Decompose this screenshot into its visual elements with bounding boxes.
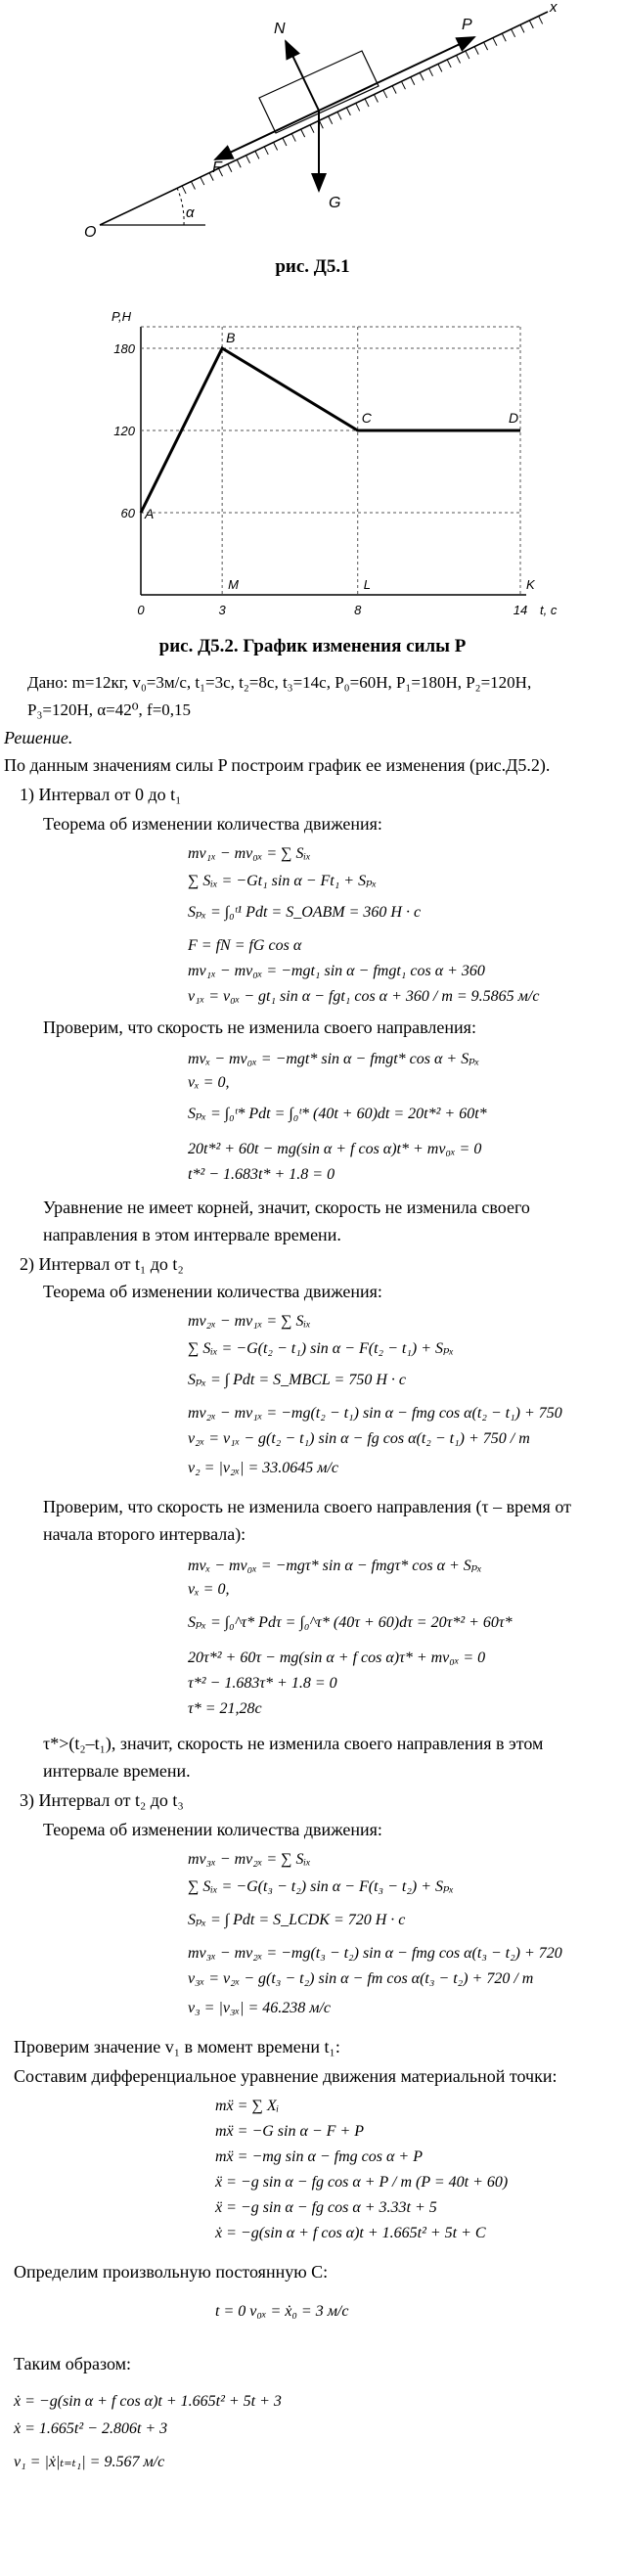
s2-theorem: Теорема об изменении количества движения:: [43, 1282, 382, 1301]
s3-heading: 3) Интервал от t₂ до t₃: [20, 1790, 184, 1810]
s2-eq2-5: τ*² − 1.683τ* + 1.8 = 0: [188, 1675, 337, 1692]
label-P: P: [462, 17, 472, 33]
y-tick-120: 120: [113, 424, 135, 438]
solution-heading: Решение.: [4, 728, 73, 747]
s3-theorem: Теорема об изменении количества движения:: [43, 1820, 382, 1839]
s2-eq2-4: 20τ*² + 60τ − mg(sin α + f cos α)τ* + mv₀ₓ = 0: [188, 1650, 486, 1666]
x-axis-title: t, c: [540, 603, 558, 617]
s3-eq-3: Sₚₓ = ∫ Pdt = S_LCDK = 720 H · c: [188, 1912, 406, 1928]
s3-eq-5: v₃ₓ = v₂ₓ − g(t₃ − t₂) sin α − fm cos α(t₃ − t₂) + 720 / m: [188, 1970, 534, 1987]
diff-eq-3: mẍ = −mg sin α − fmg cos α + P: [215, 2148, 423, 2165]
given-line-1: Дано: m=12кг, v₀=3м/с, t₁=3с, t₂=8с, t₃=14с, P₀=60Н, P₁=180Н, P₂=120Н,: [27, 673, 532, 692]
s2-eq2-1: mvₓ − mv₀ₓ = −mgτ* sin α − fmgτ* cos α + Sₚₓ: [188, 1558, 482, 1574]
s2-check-1: Проверим, что скорость не изменила своего направления (τ – время от: [43, 1497, 571, 1516]
label-F: F: [212, 159, 222, 176]
point-C: C: [361, 410, 372, 426]
s1-eq2-1: mvₓ − mv₀ₓ = −mgt* sin α − fmgt* cos α + Sₚₓ: [188, 1051, 480, 1067]
final-eq-3: v₁ = |ẋ|ₜ₌ₜ₁| = 9.567 м/с: [14, 2454, 165, 2470]
incline-hatching: [182, 16, 543, 194]
s2-eq2-6: τ* = 21,28c: [188, 1700, 262, 1717]
diff-eq-text: Составим дифференциальное уравнение движения материальной точки:: [14, 2066, 558, 2086]
s1-eq2-3: Sₚₓ = ∫₀ᵗ* Pdt = ∫₀ᵗ* (40t + 60)dt = 20t*² + 60t*: [188, 1106, 487, 1122]
figure-incline: [78, 0, 567, 254]
s3-eq-1: mv₃ₓ − mv₂ₓ = ∑ Sᵢₓ: [188, 1851, 311, 1868]
point-B: B: [226, 330, 236, 345]
s1-heading: 1) Интервал от 0 до t₁: [20, 785, 182, 804]
label-N: N: [274, 21, 286, 37]
x-tick-14: 14: [513, 603, 528, 617]
s2-eq-3: Sₚₓ = ∫ Pdt = S_MBCL = 750 H · c: [188, 1372, 406, 1388]
y-axis-title: P,H: [112, 309, 131, 324]
verify-text: Проверим значение v₁ в момент времени t₁:: [14, 2037, 340, 2056]
s2-conclusion-2: интервале времени.: [43, 1761, 191, 1781]
diff-eq-4: ẍ = −g sin α − fg cos α + P / m (P = 40t + 60): [215, 2174, 509, 2191]
s1-eq2-4: 20t*² + 60t − mg(sin α + f cos α)t* + mv₀ₓ = 0: [188, 1141, 482, 1157]
angle-arc: [177, 188, 184, 225]
s1-eq-2: ∑ Sᵢₓ = −Gt₁ sin α − Ft₁ + Sₚₓ: [188, 873, 378, 889]
diff-eq-5: ẍ = −g sin α − fg cos α + 3.33t + 5: [215, 2199, 437, 2216]
s1-eq-3: Sₚₓ = ∫₀ᵗ¹ Pdt = S_OABM = 360 H · c: [188, 904, 422, 921]
force-chart: [108, 301, 558, 634]
point-A: A: [145, 506, 155, 521]
label-G: G: [329, 195, 341, 211]
s1-conclusion-1: Уравнение не имеет корней, значит, скорость не изменила своего: [43, 1198, 530, 1217]
figure-1-caption: рис. Д5.1: [275, 256, 350, 277]
y-tick-180: 180: [113, 341, 135, 356]
s1-eq2-5: t*² − 1.683t* + 1.8 = 0: [188, 1166, 335, 1183]
label-O: O: [84, 224, 97, 241]
incline-line: [100, 12, 548, 225]
foot-K: K: [526, 577, 535, 592]
given-line-2: P₃=120Н, α=42⁰, f=0,15: [27, 700, 192, 719]
final-eq-2: ẋ = 1.665t² − 2.806t + 3: [14, 2420, 168, 2437]
const-text: Определим произвольную постоянную С:: [14, 2262, 329, 2282]
x-tick-8: 8: [354, 603, 362, 617]
s2-check-2: начала второго интервала):: [43, 1524, 246, 1544]
thus-text: Таким образом:: [14, 2354, 132, 2373]
s2-eq-2: ∑ Sᵢₓ = −G(t₂ − t₁) sin α − F(t₂ − t₁) + Sₚₓ: [188, 1340, 454, 1357]
intro-text: По данным значениям силы P построим график ее изменения (рис.Д5.2).: [4, 755, 551, 775]
foot-L: L: [363, 577, 371, 592]
s3-eq-4: mv₃ₓ − mv₂ₓ = −mg(t₃ − t₂) sin α − fmg cos α(t₃ − t₂) + 720: [188, 1945, 562, 1962]
s3-eq-6: v₃ = |v₃ₓ| = 46.238 м/с: [188, 2000, 332, 2016]
figure-2-caption: рис. Д5.2. График изменения силы P: [158, 636, 467, 656]
diff-eq-1: mẍ = ∑ Xᵢ: [215, 2098, 280, 2114]
final-eq-1: ẋ = −g(sin α + f cos α)t + 1.665t² + 5t + 3: [14, 2393, 282, 2410]
label-x: x: [550, 0, 558, 16]
diff-eq-2: mẍ = −G sin α − F + P: [215, 2123, 365, 2140]
s1-eq2-2: vₓ = 0,: [188, 1074, 230, 1091]
s1-eq-6: v₁ₓ = v₀ₓ − gt₁ sin α − fgt₁ cos α + 360 / m = 9.5865 м/с: [188, 988, 540, 1005]
label-alpha: α: [186, 204, 195, 221]
s2-eq-4: mv₂ₓ − mv₁ₓ = −mg(t₂ − t₁) sin α − fmg cos α(t₂ − t₁) + 750: [188, 1405, 562, 1422]
s3-eq-2: ∑ Sᵢₓ = −G(t₃ − t₂) sin α − F(t₃ − t₂) + Sₚₓ: [188, 1878, 454, 1895]
s2-eq-5: v₂ₓ = v₁ₓ − g(t₂ − t₁) sin α − fg cos α(t₂ − t₁) + 750 / m: [188, 1430, 530, 1447]
diff-eq-6: ẋ = −g(sin α + f cos α)t + 1.665t² + 5t + C: [215, 2225, 486, 2241]
y-tick-60: 60: [120, 506, 135, 520]
point-D: D: [509, 410, 519, 426]
s1-check: Проверим, что скорость не изменила своего направления:: [43, 1017, 476, 1037]
s2-eq2-2: vₓ = 0,: [188, 1581, 230, 1598]
s1-conclusion-2: направления в этом интервале времени.: [43, 1225, 341, 1244]
s2-conclusion-1: τ*>(t₂–t₁), значит, скорость не изменила своего направления в этом: [43, 1734, 544, 1753]
s2-heading: 2) Интервал от t₁ до t₂: [20, 1254, 184, 1274]
s1-eq-5: mv₁ₓ − mv₀ₓ = −mgt₁ sin α − fmgt₁ cos α + 360: [188, 963, 485, 979]
s1-eq-4: F = fN = fG cos α: [188, 937, 302, 954]
s1-eq-1: mv₁ₓ − mv₀ₓ = ∑ Sᵢₓ: [188, 845, 311, 862]
foot-M: M: [228, 577, 239, 592]
x-tick-0: 0: [137, 603, 145, 617]
const-eq: t = 0 v₀ₓ = ẋ₀ = 3 м/с: [215, 2303, 349, 2320]
s2-eq-1: mv₂ₓ − mv₁ₓ = ∑ Sᵢₓ: [188, 1313, 311, 1330]
s1-theorem: Теорема об изменении количества движения:: [43, 814, 382, 834]
x-tick-3: 3: [218, 603, 226, 617]
s2-eq2-3: Sₚₓ = ∫₀^τ* Pdτ = ∫₀^τ* (40τ + 60)dτ = 20τ*² + 60τ*: [188, 1614, 513, 1631]
s2-eq-6: v₂ = |v₂ₓ| = 33.0645 м/с: [188, 1460, 339, 1476]
